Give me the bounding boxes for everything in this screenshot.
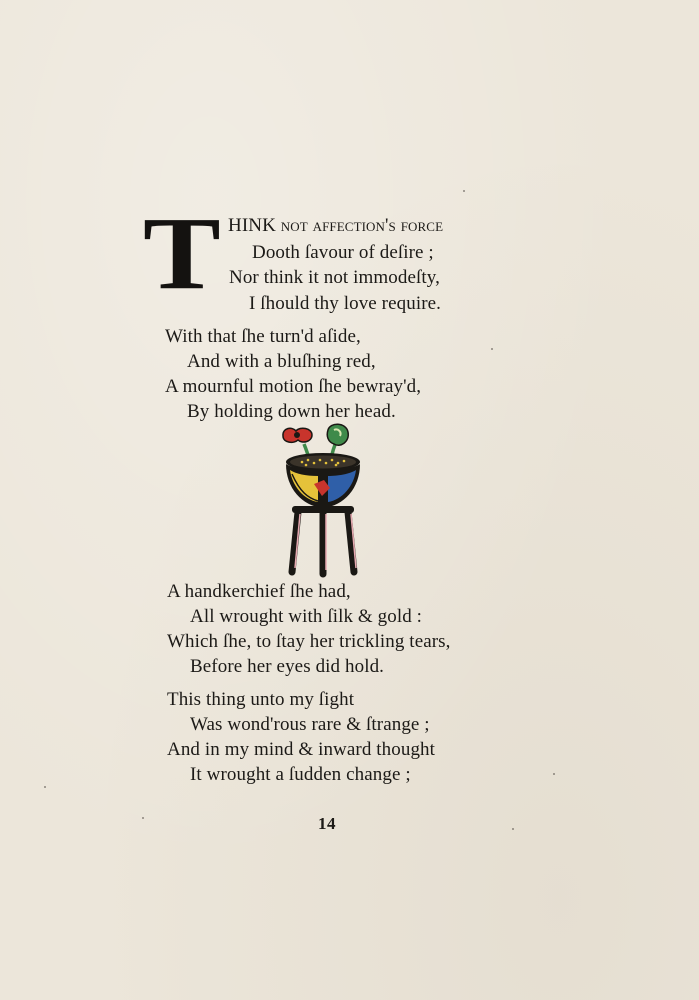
paper-speck — [553, 773, 555, 775]
stanza-4-line-3: And in my mind & inward thought — [167, 739, 436, 760]
stanza-3-line-3: Which ſhe, to ſtay her trickling tears, — [167, 631, 451, 652]
flower-vase-woodcut-icon — [278, 422, 368, 578]
stanza-3-line-4: Before her eyes did hold. — [190, 656, 385, 677]
stanza-4-line-4: It wrought a ſudden change ; — [190, 764, 411, 785]
stanza-1-line-2: Dooth ſavour of deſire ; — [252, 242, 434, 263]
stanza-2-line-1: With that ſhe turn'd aſide, — [165, 326, 361, 347]
stanza-1-line-3: Nor think it not immodeſty, — [229, 267, 440, 288]
stanza-1-line-4: I ſhould thy love require. — [249, 293, 442, 314]
stanza-4-line-1: This thing unto my ſight — [167, 689, 355, 710]
drop-cap: T — [143, 196, 221, 311]
paper-speck — [491, 348, 493, 350]
stanza-1-line-1: HINK not affection's force — [228, 215, 444, 236]
stanza-2-line-2: And with a bluſhing red, — [187, 351, 376, 372]
paper-speck — [44, 786, 46, 788]
stanza-2-line-4: By holding down her head. — [187, 401, 396, 422]
paper-speck — [142, 817, 144, 819]
stanza-3-line-1: A handkerchief ſhe had, — [167, 581, 351, 602]
stanza-3-line-2: All wrought with ſilk & gold : — [190, 606, 423, 627]
paper-speck — [512, 828, 514, 830]
stanza-2-line-3: A mournful motion ſhe bewray'd, — [165, 376, 422, 397]
paper-speck — [463, 190, 465, 192]
page-number: 14 — [318, 814, 336, 833]
stanza-4-line-2: Was wond'rous rare & ſtrange ; — [190, 714, 430, 735]
